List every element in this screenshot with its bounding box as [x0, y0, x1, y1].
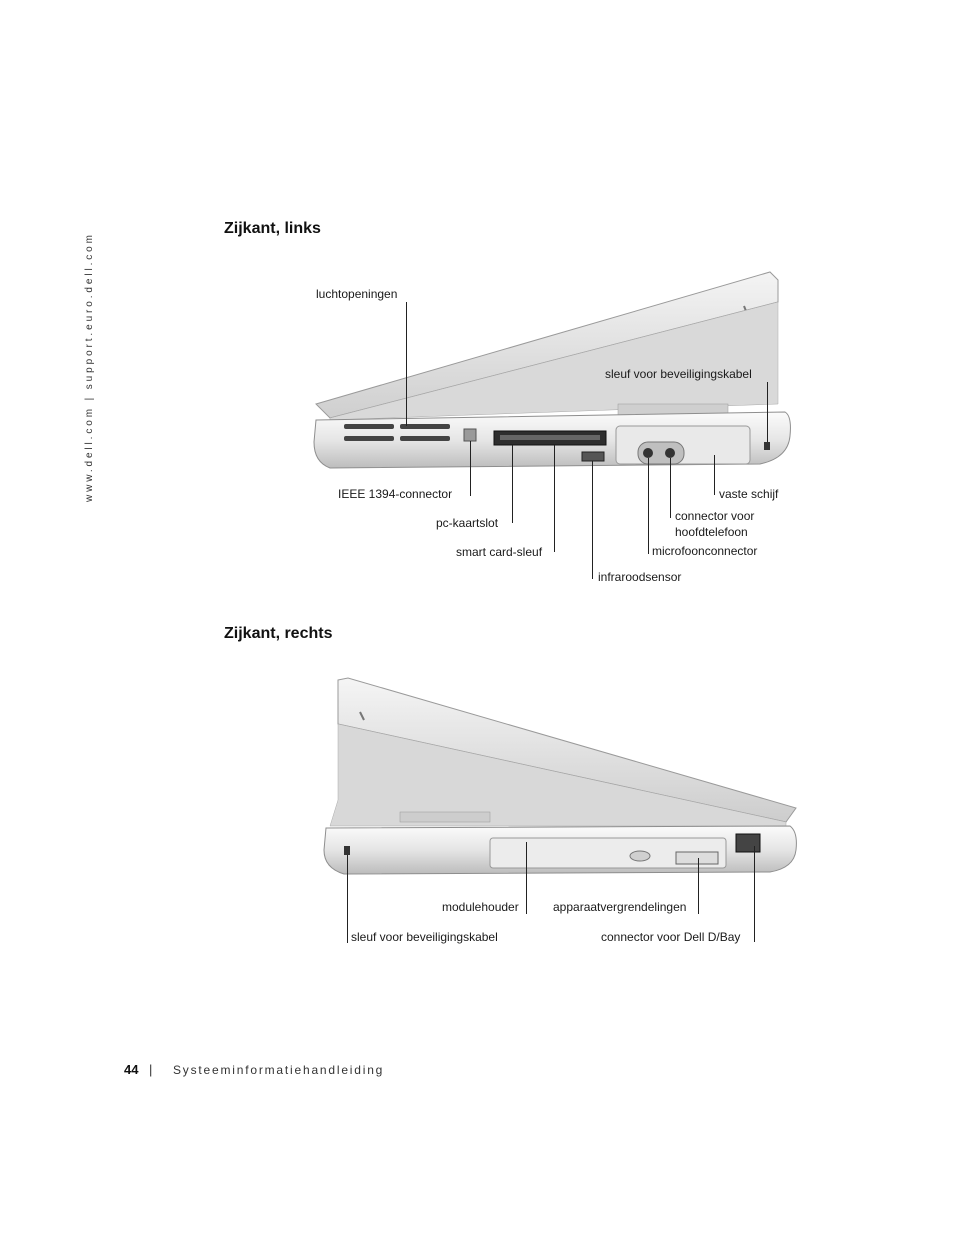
footer-separator: | [149, 1062, 153, 1077]
right-view-heading: Zijkant, rechts [224, 625, 333, 642]
label-security-slot-left: sleuf voor beveiligingskabel [605, 367, 752, 381]
left-view-heading: Zijkant, links [224, 220, 321, 237]
label-dbay: connector voor Dell D/Bay [601, 930, 741, 944]
label-device-latch: apparaatvergrendelingen [553, 900, 687, 914]
footer-title: Systeeminformatiehandleiding [173, 1063, 385, 1077]
label-headphone: connector voor hoofdtelefoon [675, 509, 755, 539]
leader-security-slot-right [347, 855, 348, 943]
label-vents: luchtopeningen [316, 287, 398, 301]
label-microphone: microfoonconnector [652, 544, 758, 558]
label-module-bay: modulehouder [442, 900, 519, 914]
leader-dbay [754, 846, 755, 942]
label-pc-card: pc-kaartslot [436, 516, 499, 530]
label-infrared: infraroodsensor [598, 570, 682, 584]
page-number: 44 [124, 1062, 139, 1077]
label-smart-card: smart card-sleuf [456, 545, 543, 559]
side-url: www.dell.com | support.euro.dell.com [84, 232, 95, 502]
label-security-slot-right: sleuf voor beveiligingskabel [351, 930, 498, 944]
label-hard-drive: vaste schijf [719, 487, 779, 501]
leader-device-latch [698, 858, 699, 914]
leader-module-bay [526, 842, 527, 914]
label-ieee1394: IEEE 1394-connector [338, 487, 453, 501]
